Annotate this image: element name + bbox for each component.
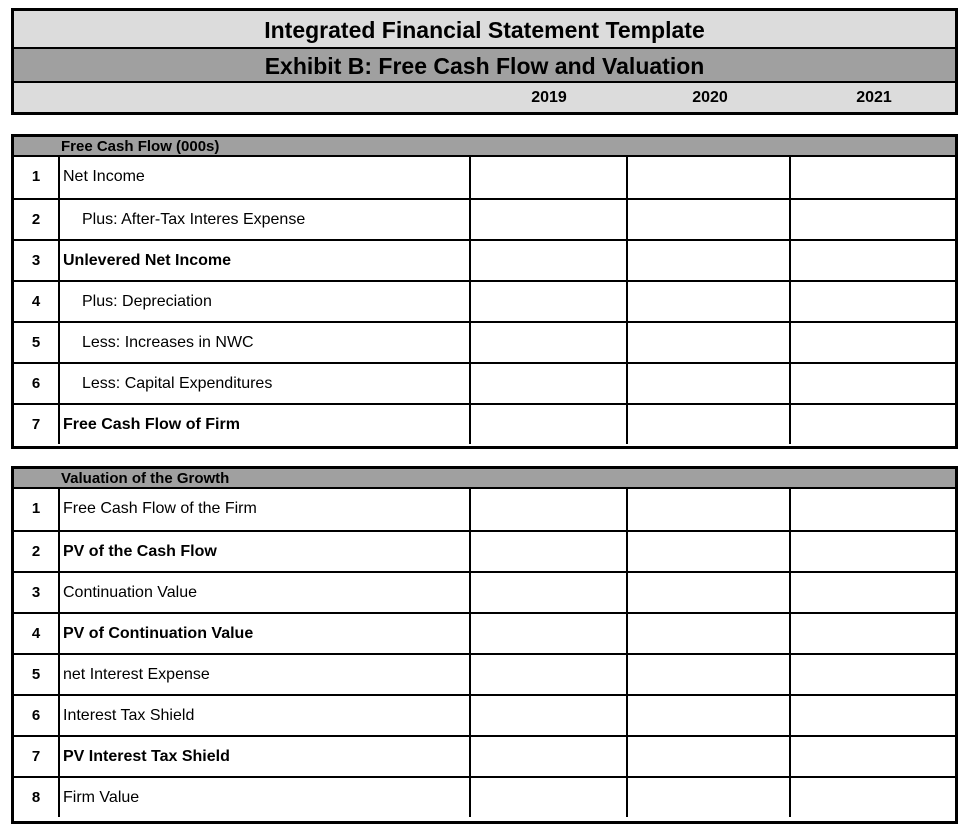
value-cell-2021[interactable]: [789, 405, 955, 444]
row-label: Unlevered Net Income: [58, 241, 469, 280]
value-cell-2019[interactable]: [469, 157, 626, 198]
value-cell-2020[interactable]: [626, 737, 789, 776]
value-cell-2020[interactable]: [626, 532, 789, 571]
value-cell-2021[interactable]: [789, 200, 955, 239]
row-number: 7: [31, 748, 41, 765]
row-label: Plus: Depreciation: [58, 282, 469, 321]
row-number: 4: [31, 625, 41, 642]
table-row: [14, 362, 955, 403]
row-label: PV of the Cash Flow: [58, 532, 469, 571]
value-cell-2020[interactable]: [626, 282, 789, 321]
page-title: Integrated Financial Statement Template: [264, 17, 705, 43]
free-cash-flow-heading: Free Cash Flow (000s): [61, 138, 220, 155]
statement-header: [11, 8, 958, 115]
value-cell-2019[interactable]: [469, 778, 626, 817]
value-cell-2020[interactable]: [626, 655, 789, 694]
row-number: 5: [31, 666, 41, 683]
table-row: [14, 694, 955, 735]
table-row: [14, 280, 955, 321]
value-cell-2021[interactable]: [789, 364, 955, 403]
table-row: [14, 157, 955, 198]
value-cell-2020[interactable]: [626, 614, 789, 653]
value-cell-2019[interactable]: [469, 737, 626, 776]
value-cell-2019[interactable]: [469, 489, 626, 530]
value-cell-2019[interactable]: [469, 573, 626, 612]
row-label: Free Cash Flow of Firm: [58, 405, 469, 444]
row-number: 8: [31, 789, 41, 806]
value-cell-2019[interactable]: [469, 614, 626, 653]
row-label: net Interest Expense: [58, 655, 469, 694]
value-cell-2021[interactable]: [789, 573, 955, 612]
row-number: 5: [31, 334, 41, 351]
row-label: Interest Tax Shield: [58, 696, 469, 735]
subtitle-bar: [14, 49, 955, 83]
value-cell-2019[interactable]: [469, 364, 626, 403]
year-2020-header: 2020: [692, 89, 728, 106]
value-cell-2019[interactable]: [469, 323, 626, 362]
row-label: Continuation Value: [58, 573, 469, 612]
row-number: 1: [31, 500, 41, 517]
value-cell-2021[interactable]: [789, 778, 955, 817]
value-cell-2019[interactable]: [469, 241, 626, 280]
value-cell-2021[interactable]: [789, 282, 955, 321]
value-cell-2021[interactable]: [789, 157, 955, 198]
table-row: [14, 735, 955, 776]
value-cell-2020[interactable]: [626, 364, 789, 403]
row-number: 3: [31, 252, 41, 269]
row-number: 7: [31, 416, 41, 433]
free-cash-flow-heading-bar: [14, 137, 955, 157]
value-cell-2019[interactable]: [469, 282, 626, 321]
table-row: [14, 489, 955, 530]
table-row: [14, 571, 955, 612]
exhibit-title: Exhibit B: Free Cash Flow and Valuation: [264, 53, 705, 79]
row-number: 4: [31, 293, 41, 310]
table-row: [14, 198, 955, 239]
row-label: PV of Continuation Value: [58, 614, 469, 653]
row-label: Less: Capital Expenditures: [58, 364, 469, 403]
value-cell-2021[interactable]: [789, 489, 955, 530]
value-cell-2020[interactable]: [626, 696, 789, 735]
free-cash-flow-table: [11, 134, 958, 449]
table-row: [14, 239, 955, 280]
year-2019-header: 2019: [531, 89, 567, 106]
table-row: [14, 776, 955, 817]
row-number: 2: [31, 543, 41, 560]
year-2021-header: 2021: [856, 89, 892, 106]
table-row: [14, 321, 955, 362]
value-cell-2019[interactable]: [469, 532, 626, 571]
value-cell-2020[interactable]: [626, 778, 789, 817]
value-cell-2019[interactable]: [469, 696, 626, 735]
row-label: Firm Value: [58, 778, 469, 817]
table-row: [14, 530, 955, 571]
valuation-table: [11, 466, 958, 824]
value-cell-2020[interactable]: [626, 573, 789, 612]
value-cell-2020[interactable]: [626, 157, 789, 198]
value-cell-2019[interactable]: [469, 200, 626, 239]
value-cell-2021[interactable]: [789, 241, 955, 280]
value-cell-2019[interactable]: [469, 655, 626, 694]
row-label: Plus: After-Tax Interes Expense: [58, 200, 469, 239]
table-row: [14, 403, 955, 444]
row-number: 6: [31, 375, 41, 392]
value-cell-2020[interactable]: [626, 405, 789, 444]
value-cell-2021[interactable]: [789, 532, 955, 571]
value-cell-2020[interactable]: [626, 200, 789, 239]
year-header-row: [14, 83, 955, 112]
value-cell-2020[interactable]: [626, 241, 789, 280]
value-cell-2021[interactable]: [789, 696, 955, 735]
value-cell-2021[interactable]: [789, 614, 955, 653]
row-label: Less: Increases in NWC: [58, 323, 469, 362]
row-number: 2: [31, 211, 41, 228]
row-number: 6: [31, 707, 41, 724]
valuation-heading: Valuation of the Growth: [61, 470, 230, 487]
row-label: Free Cash Flow of the Firm: [58, 489, 469, 530]
value-cell-2020[interactable]: [626, 489, 789, 530]
value-cell-2021[interactable]: [789, 655, 955, 694]
value-cell-2020[interactable]: [626, 323, 789, 362]
valuation-heading-bar: [14, 469, 955, 489]
value-cell-2021[interactable]: [789, 323, 955, 362]
value-cell-2021[interactable]: [789, 737, 955, 776]
title-bar: [14, 11, 955, 49]
row-label: PV Interest Tax Shield: [58, 737, 469, 776]
row-label: Net Income: [58, 157, 469, 198]
value-cell-2019[interactable]: [469, 405, 626, 444]
row-number: 3: [31, 584, 41, 601]
row-number: 1: [31, 168, 41, 185]
table-row: [14, 653, 955, 694]
table-row: [14, 612, 955, 653]
